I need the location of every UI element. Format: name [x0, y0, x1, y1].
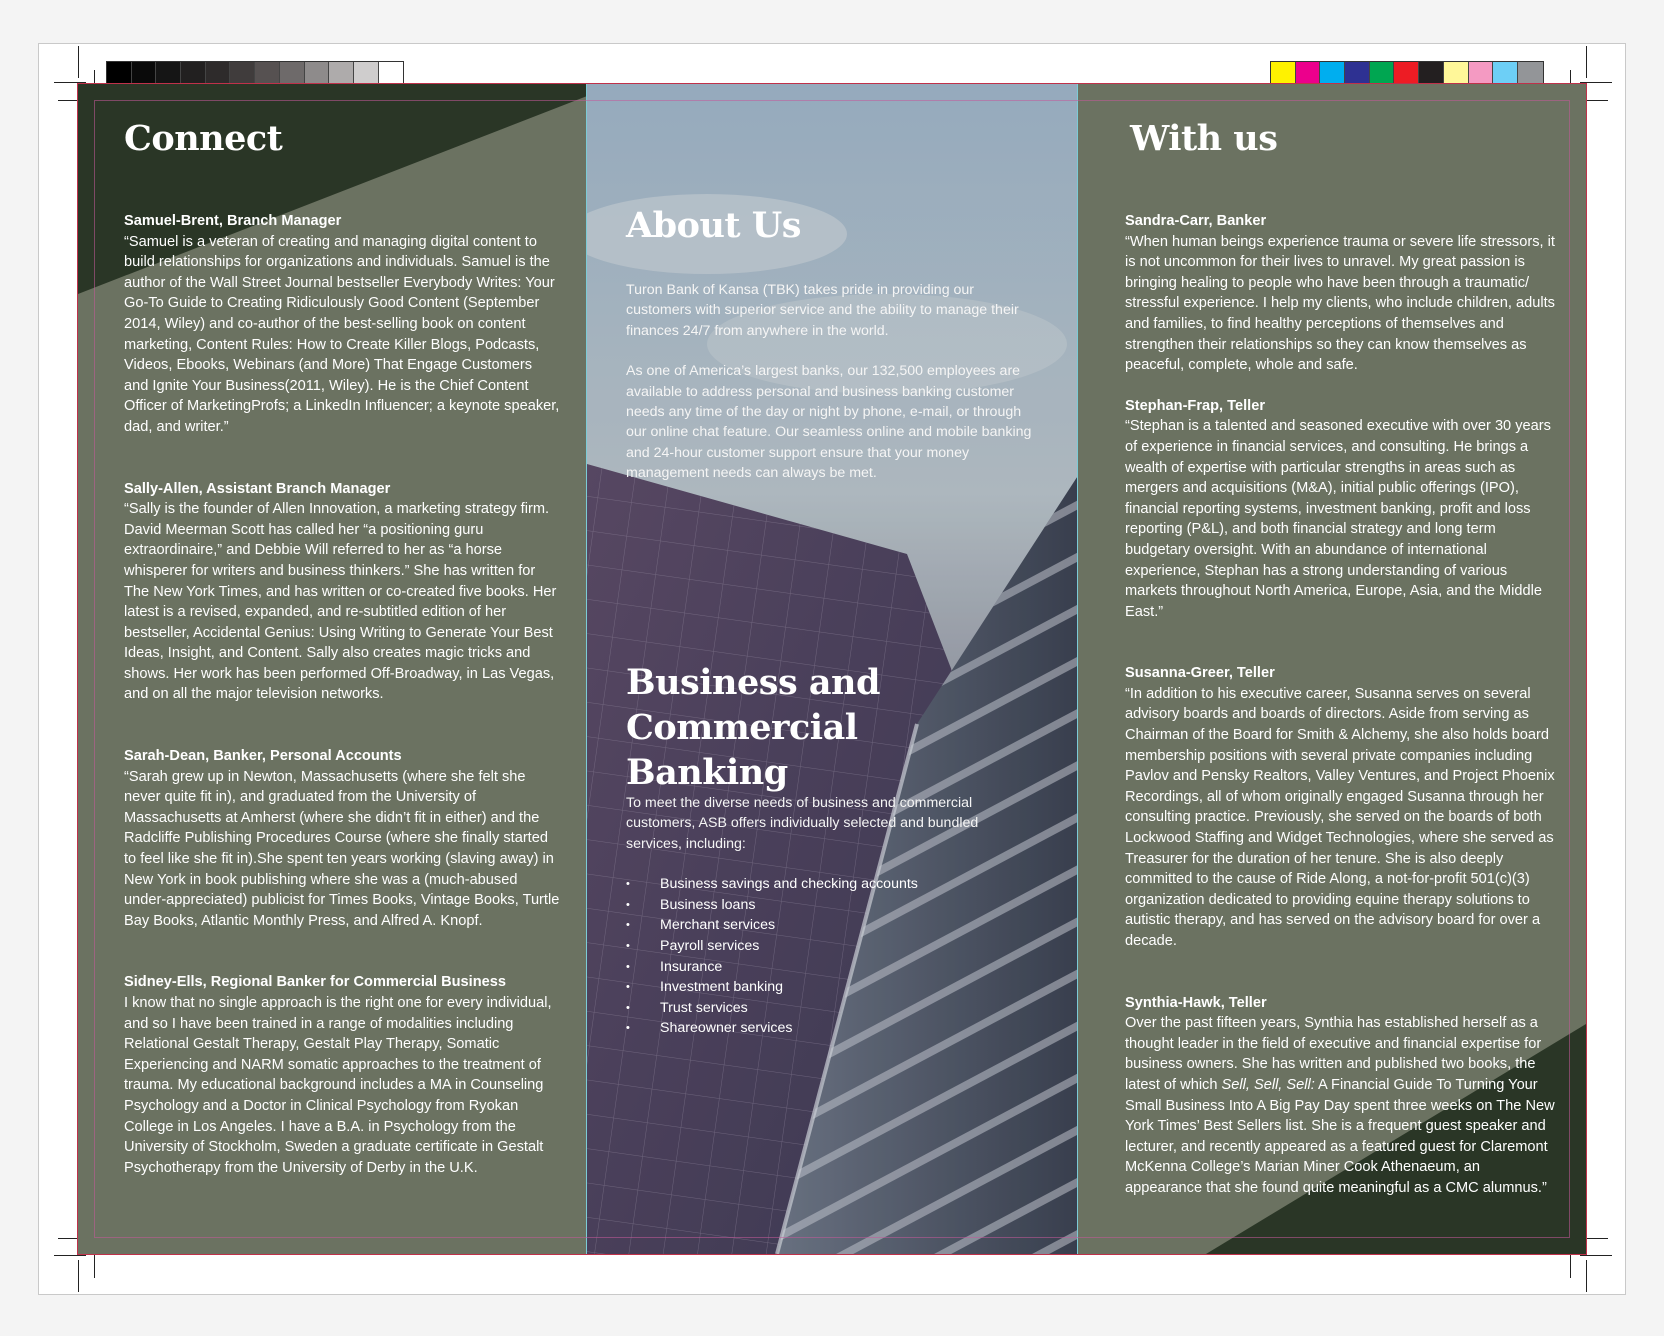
member-name: Synthia-Hawk, Teller: [1125, 994, 1267, 1011]
business-intro: To meet the diverse needs of business and commercial customers, ASB offers individually selected and bundled services, including:: [626, 795, 979, 852]
right-team-column: [1125, 211, 1561, 1199]
member-bio: [1125, 1013, 1561, 1198]
business-banking-text: [626, 793, 1014, 1039]
services-list: [626, 874, 1014, 1039]
member-name: Sally-Allen, Assistant Branch Manager: [124, 480, 391, 497]
services-list-item: • Investment banking: [626, 977, 1014, 998]
member-name: Sidney-Ells, Regional Banker for Commercial Business: [124, 974, 506, 991]
services-list-item: • Business loans: [626, 895, 1014, 916]
services-list-item: • Payroll services: [626, 936, 1014, 957]
team-member: [124, 746, 560, 931]
services-list-item: • Insurance: [626, 957, 1014, 978]
about-paragraph: As one of America’s largest banks, our 132,500 employees are available to address personal and business banking customer needs any time of the day or night by phone, e-mail, or through our online chat feature. Our seamless online and mobile banking and 24-hour customer support ensure that your money management needs can always be met.: [626, 363, 1032, 482]
member-bio: “When human beings experience trauma or severe life stressors, it is not uncommon for their lives to unravel. My great passion is bringing healing to people who have been through a traumatic/ stressful experience. I help my clients, who include children, adults and families, to find healthy perceptions of themselves and strengthen their relationships so they can know themselves as peaceful, complete, whole and safe.: [1125, 233, 1555, 374]
member-bio: “Samuel is a veteran of creating and managing digital content to build relationships for organizations and individuals. Samuel is the author of the Wall Street Journal bestseller Everybody Writes: Your Go-To Guide to Creating Ridiculously Good Content (September 2014, Wiley) and co-author of the best-selling book on content marketing, Content Rules: How to Create Killer Blogs, Podcasts, Videos, Ebooks, Webinars (and More) That Engage Customers and Ignite Your Business(2011, Wiley). He is the Chief Content Officer of MarketingProfs; a LinkedIn Influencer; a keynote speaker, dad, and writer.”: [124, 233, 560, 435]
book-title: Sell, Sell, Sell:: [1221, 1076, 1315, 1093]
member-name: Samuel-Brent, Branch Manager: [124, 213, 342, 229]
left-team-column: [124, 211, 560, 1178]
services-list-item: • Trust services: [626, 998, 1014, 1019]
member-bio: I know that no single approach is the right one for every individual, and so I have been trained in a range of modalities including Relational Gestalt Therapy, Gestalt Play Therapy, Somatic Experiencing and NARM somatic approaches to the treatment of trauma. My educational background includes a MA in Counseling Psychology and a Doctor in Clinical Psychology from Ryokan College in Los Angeles. I have a B.A. in Psychology from the University of Stockholm, Sweden a graduate certificate in Gestalt Psychotherapy from the University of Derby in the U.K.: [124, 995, 552, 1176]
team-member: [1125, 663, 1561, 951]
member-name: Stephan-Frap, Teller: [1125, 397, 1266, 414]
team-member: [1125, 396, 1561, 623]
business-banking-heading: Business and Commercial Banking: [626, 662, 880, 793]
services-list-item: • Merchant services: [626, 915, 1014, 936]
with-us-heading: With us: [1130, 118, 1278, 159]
services-list-item: • Shareowner services: [626, 1018, 1014, 1039]
about-us-heading: About Us: [626, 205, 801, 246]
services-list-item: • Business savings and checking accounts: [626, 874, 1014, 895]
member-bio-text: Over the past fifteen years, Synthia has established herself as a thought leader in the field of executive and financial expertise for business owners. She has written and published two books, the latest of which: [1125, 1015, 1542, 1093]
about-us-text: [626, 280, 1036, 484]
member-name: Sandra-Carr, Banker: [1125, 213, 1267, 229]
member-name: Susanna-Greer, Teller: [1125, 665, 1275, 682]
member-bio: “Sarah grew up in Newton, Massachusetts (where she felt she never quite fit in), and graduated from the University of Massachusetts at Amherst (where she didn’t fit in either) and the Radcliffe Publishing Procedures Course (where she finally started to feel like she fit in).She spent ten years working (slaving away) in New York in book publishing where she was a (much-abused under-appreciated) publicist for Times Books, Vintage Books, Turtle Bay Books, Atlantic Monthly Press, and Alfred A. Knopf.: [124, 768, 560, 929]
team-member: [124, 972, 560, 1178]
member-bio: “In addition to his executive career, Susanna serves on several advisory boards and boards of directors. Aside from serving as Chairman of the Board for Smith & Alchemy, she also holds board membership positions with several private companies including Pavlov and Pensky Realtors, Valley Ventures, and Project Phoenix Recordings, all of whom originally engaged Susanna through her consulting practice. Previously, she served on the boards of both Lockwood Staffing and Widget Technologies, where she served as Treasurer for the duration of her tenure. She is also deeply committed to the cause of Ride Along, a not-for-profit 501(c)(3) organization dedicated to providing equine therapy solutions to autistic therapy, and has served on the advisory board for over a decade.: [1125, 685, 1555, 949]
connect-heading: Connect: [124, 118, 283, 159]
member-bio: “Sally is the founder of Allen Innovation, a marketing strategy firm. David Meerman Scott has called her “a positioning guru extraordinaire,” and Debbie Will referred to her as “a horse whisperer for writers and business thinkers.” She has written for The New York Times, and has written or co-created five books. Her latest is a revised, expanded, and re-subtitled edition of her bestseller, Accidental Genius: Using Writing to Generate Your Best Ideas, Insight, and Content. Sally also creates magic tricks and shows. Her work has been performed Off-Broadway, in Las Vegas, and on all the major television networks.: [124, 501, 557, 703]
team-member: [1125, 211, 1561, 376]
member-bio-text: A Financial Guide To Turning Your Small Business Into A Big Pay Day spent three weeks on The New York Times’ Best Sellers list. She is a frequent guest speaker and lecturer, and recently appeared as a featured guest for Claremont McKenna College’s Marian Miner Cook Athenaeum, an appearance that she found quite meaningful as a CMC alumnus.”: [1125, 1076, 1555, 1196]
team-member: [124, 479, 560, 706]
member-bio: “Stephan is a talented and seasoned executive with over 30 years of experience in financial services, and consulting. He brings a wealth of expertise with particular strengths in areas such as mergers and acquisitions (M&A), initial public offerings (IPO), financial reporting systems, investment banking, profit and loss reporting (P&L), and both financial strategy and long term budgetary oversight. With an abundance of international experience, Stephan has a strong understanding of various markets throughout North America, Europe, Asia, and the Middle East.”: [1125, 418, 1551, 620]
team-member: [1125, 993, 1561, 1199]
member-name: Sarah-Dean, Banker, Personal Accounts: [124, 748, 402, 765]
team-member: [124, 211, 560, 438]
about-paragraph: Turon Bank of Kansa (TBK) takes pride in providing our customers with superior service and the ability to manage their finances 24/7 from anywhere in the world.: [626, 282, 1019, 339]
